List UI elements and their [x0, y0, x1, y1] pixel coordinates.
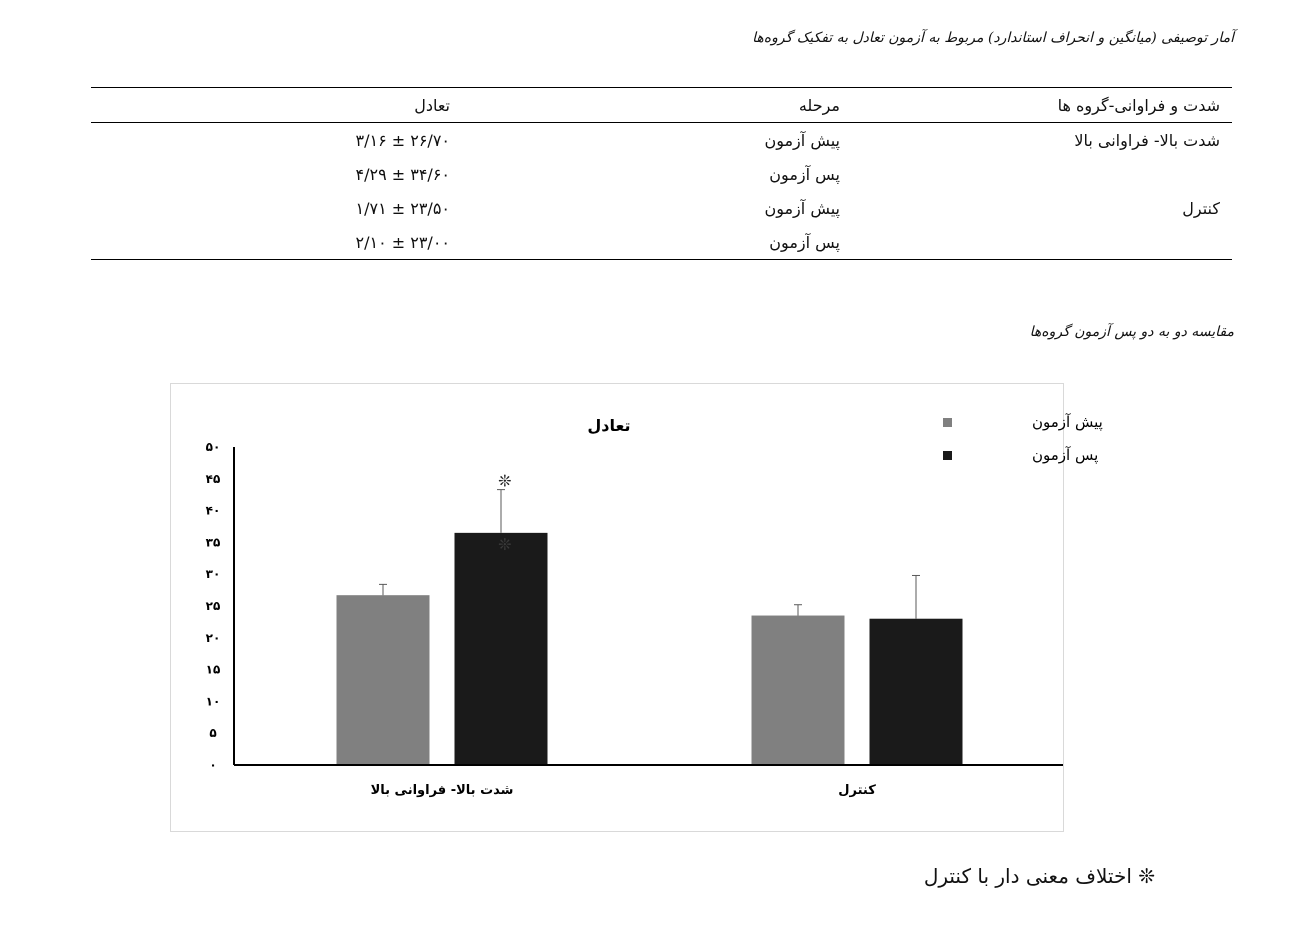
y-tick-label: ۵۰: [205, 440, 221, 454]
y-tick-label: ۵: [209, 726, 217, 741]
y-tick-label: ۳۰: [205, 567, 221, 582]
cell-value: ۲۶/۷۰ ± ۳/۱۶: [355, 130, 450, 150]
cell-group: کنترل: [1182, 198, 1220, 218]
descriptive-stats-table: [91, 87, 1232, 260]
balance-chart: [170, 383, 1103, 832]
y-tick-label: ۳۵: [205, 535, 221, 550]
x-tick-label: شدت بالا- فراوانی بالا: [370, 783, 514, 798]
bar: [455, 533, 548, 765]
header-balance: تعادل: [414, 95, 450, 115]
header-stage: مرحله: [798, 95, 840, 115]
cell-stage: پس آزمون: [769, 164, 840, 184]
bar: [870, 619, 963, 765]
chart-title: تعادل: [587, 416, 631, 435]
y-tick-label: ۰: [209, 758, 217, 772]
legend-swatch: [943, 418, 952, 427]
table-row: [91, 225, 1232, 260]
table-header-row: [91, 88, 1232, 123]
cell-group: [840, 157, 1232, 191]
y-tick-label: ۴۵: [205, 471, 221, 486]
y-tick-label: ۱۵: [205, 662, 221, 677]
y-tick-label: ۲۵: [205, 599, 221, 613]
cell-value: ۳۴/۶۰ ± ۴/۲۹: [355, 164, 450, 184]
table-row: [91, 123, 1232, 158]
cell-stage: پس آزمون: [769, 232, 840, 252]
table-row: [91, 157, 1232, 191]
legend-swatch: [943, 451, 952, 460]
table-row: [91, 191, 1232, 225]
significance-footnote: ❊ اختلاف معنی دار با کنترل: [923, 864, 1155, 888]
legend-label: پیش آزمون: [1032, 413, 1103, 431]
significance-star: ❊: [498, 534, 512, 554]
cell-group: [840, 225, 1232, 260]
cell-group: شدت بالا- فراوانی بالا: [1074, 130, 1220, 150]
cell-stage: پیش آزمون: [764, 130, 840, 150]
header-group: شدت و فراوانی-گروه ها: [1057, 95, 1220, 115]
y-tick-label: ۴۰: [205, 503, 221, 518]
y-tick-label: ۱۰: [205, 694, 221, 709]
cell-value: ۲۳/۰۰ ± ۲/۱۰: [355, 232, 450, 252]
bar: [752, 616, 845, 765]
table-caption: آمار توصیفی (میانگین و انحراف استاندارد) مربوط به آزمون تعادل به تفکیک گروه‌ها: [752, 30, 1234, 46]
cell-stage: پیش آزمون: [764, 198, 840, 218]
y-tick-label: ۲۰: [205, 630, 221, 645]
bar: [337, 595, 430, 765]
legend-label: پس آزمون: [1032, 446, 1099, 464]
x-tick-label: کنترل: [838, 783, 876, 798]
cell-value: ۲۳/۵۰ ± ۱/۷۱: [355, 198, 450, 218]
chart-caption: مقایسه دو به دو پس آزمون گروه‌ها: [1029, 324, 1234, 340]
significance-star: ❊: [498, 471, 512, 491]
chart-canvas: [171, 384, 1103, 833]
